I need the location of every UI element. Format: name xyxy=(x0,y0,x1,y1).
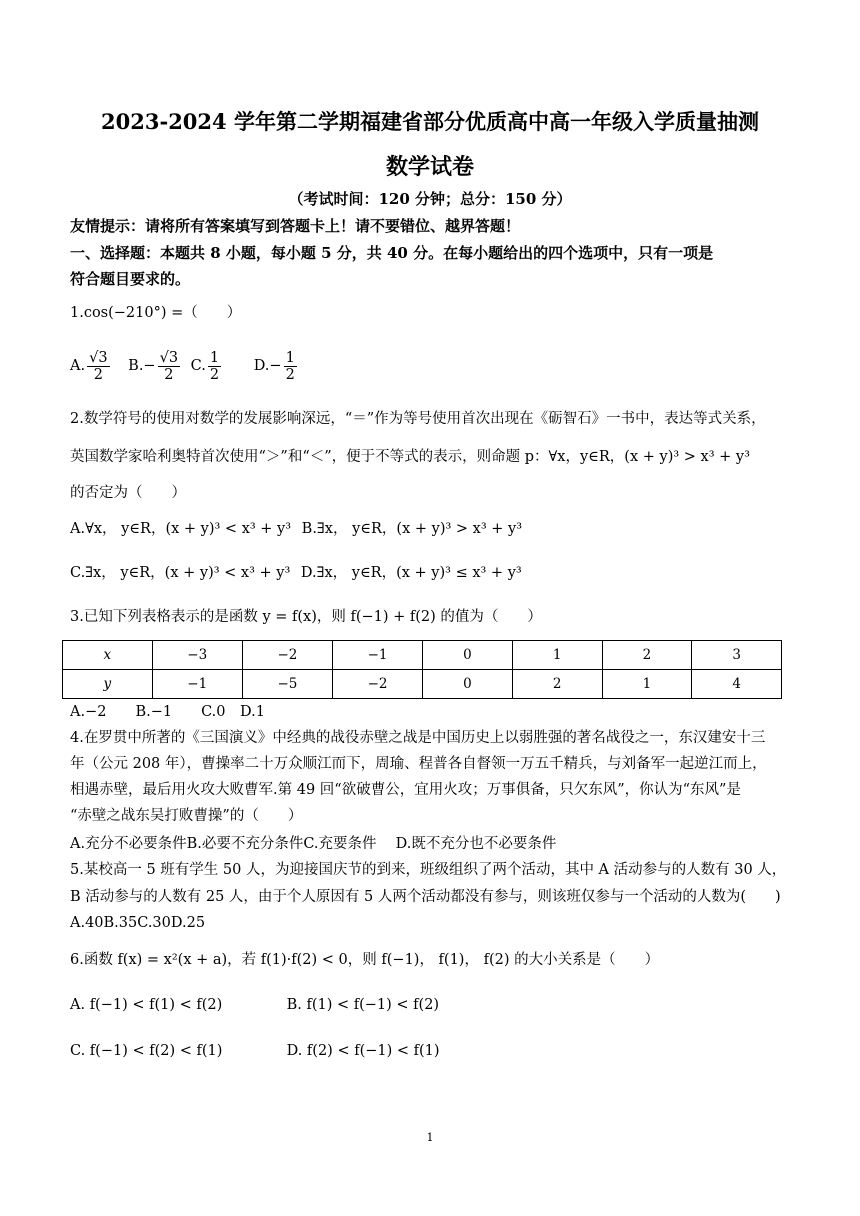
table-header-y: y xyxy=(63,670,153,699)
q2-line1: 2.数学符号的使用对数学的发展影响深远，“＝”作为等号使用首次出现在《砺智石》一书中，表达等式关系， xyxy=(70,411,766,427)
section-heading-line1: 一、选择题：本题共 8 小题，每小题 5 分，共 40 分。在每小题给出的四个选项中，只有一项是 xyxy=(70,244,714,262)
table-row-x xyxy=(63,641,782,670)
table-cell: −1 xyxy=(152,670,242,699)
exam-title: 2023-2024 学年第二学期福建省部分优质高中高一年级入学质量抽测 xyxy=(101,109,759,134)
exam-info: （考试时间：120 分钟；总分：150 分） xyxy=(288,190,572,208)
exam-subject: 数学试卷 xyxy=(385,154,474,180)
table-cell: 1 xyxy=(512,641,602,670)
q5-line1: 5.某校高一 5 班有学生 50 人，为迎接国庆节的到来，班级组织了两个活动，其中 A 活动参与的人数有 30 人， xyxy=(70,862,787,878)
q1-option-c: C. $\frac{1}{2}$ xyxy=(190,349,220,383)
q6-option-c: C. f(−1) < f(2) < f(1) xyxy=(70,1043,223,1059)
table-cell: 4 xyxy=(692,670,782,699)
q3-options: A.−2 B.−1 C.0 D.1 xyxy=(70,704,265,720)
table-cell: −5 xyxy=(242,670,332,699)
table-cell: 0 xyxy=(423,670,513,699)
q1-options xyxy=(70,346,792,386)
table-cell: 3 xyxy=(692,641,782,670)
table-cell: −1 xyxy=(332,641,422,670)
table-cell: −2 xyxy=(332,670,422,699)
table-header-x: x xyxy=(63,641,153,670)
q4-line4: “赤壁之战东吴打败曹操”的（ ） xyxy=(70,808,303,824)
q2-line2: 英国数学家哈利奥特首次使用“＞”和“＜”，便于不等式的表示，则命题 p：∀x，y∈R，(x + y)³ > x³ + y³ xyxy=(70,449,750,465)
q5-options: A.40B.35C.30D.25 xyxy=(70,915,206,931)
q1-option-b: B.− $\frac{√3}{2}$ xyxy=(128,349,179,383)
q3-stem: 3.已知下列表格表示的是函数 y = f(x)，则 f(−1) + f(2) 的值为（ ） xyxy=(70,609,542,625)
table-row-y xyxy=(63,670,782,699)
q6-option-d: D. f(2) < f(−1) < f(1) xyxy=(286,1043,440,1059)
q4-options: A.充分不必要条件B.必要不充分条件C.充要条件 D.既不充分也不必要条件 xyxy=(70,836,557,852)
function-table xyxy=(62,640,782,699)
table-cell: −2 xyxy=(242,641,332,670)
q6-stem: 6.函数 f(x) = x²(x + a)，若 f(1)·f(2) < 0，则 f(−1)， f(1)， f(2) 的大小关系是（ ） xyxy=(70,952,660,968)
table-cell: −3 xyxy=(152,641,242,670)
tip: 友情提示：请将所有答案填写到答题卡上！请不要错位、越界答题！ xyxy=(70,217,521,235)
page-number: 1 xyxy=(426,1131,434,1144)
q6-option-b: B. f(1) < f(−1) < f(2) xyxy=(286,997,440,1013)
table-cell: 0 xyxy=(423,641,513,670)
q4-line1: 4.在罗贯中所著的《三国演义》中经典的战役赤壁之战是中国历史上以弱胜强的著名战役之一，东汉建安十三 xyxy=(70,730,766,746)
q2-options-cd xyxy=(70,564,792,582)
q1-stem: 1.cos(−210°) =（ ） xyxy=(70,305,242,321)
q1-option-d: D.− $\frac{1}{2}$ xyxy=(253,349,295,383)
table-cell: 2 xyxy=(602,641,692,670)
q2-option-b: B.∃x， y∈R，(x + y)³ > x³ + y³ xyxy=(301,521,523,537)
q4-line2: 年（公元 208 年），曹操率二十万众顺江而下，周瑜、程普各自督领一万五千精兵，与刘备军一起逆江而上， xyxy=(70,756,767,772)
q4-line3: 相遇赤壁，最后用火攻大败曹军.第 49 回“欲破曹公，宜用火攻；万事俱备，只欠东风”，你认为“东风”是 xyxy=(70,782,741,798)
q6-options-cd xyxy=(70,1042,792,1060)
q6-options-ab xyxy=(70,996,792,1014)
q6-option-a: A. f(−1) < f(1) < f(2) xyxy=(70,997,223,1013)
table-cell: 1 xyxy=(602,670,692,699)
q5-line2: B 活动参与的人数有 25 人，由于个人原因有 5 人两个活动都没有参与，则该班仅参与一个活动的人数为( ) xyxy=(70,889,781,905)
q2-option-a: A.∀x， y∈R，(x + y)³ < x³ + y³ xyxy=(70,521,292,537)
q2-option-d: D.∃x， y∈R，(x + y)³ ≤ x³ + y³ xyxy=(300,565,522,581)
section-heading-line2: 符合题目要求的。 xyxy=(70,270,191,288)
q1-option-a: A. $\frac{√3}{2}$ xyxy=(70,349,108,383)
q2-line3: 的否定为（ ） xyxy=(70,485,186,501)
q2-options-ab xyxy=(70,520,792,538)
table-cell: 2 xyxy=(512,670,602,699)
q2-option-c: C.∃x， y∈R，(x + y)³ < x³ + y³ xyxy=(70,565,291,581)
